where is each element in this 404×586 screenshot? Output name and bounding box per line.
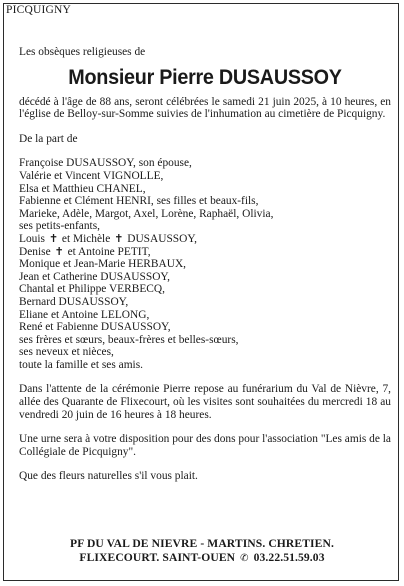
family-line: René et Fabienne DUSAUSSOY,: [19, 321, 171, 334]
family-name-part: Denise: [19, 245, 51, 258]
deceased-name: Monsieur Pierre DUSAUSSOY: [68, 64, 342, 89]
cross-icon: ✝: [54, 244, 64, 258]
notice-content: [19, 46, 391, 483]
urn-text: Une urne sera à votre disposition pour des dons pour l'association "Les amis de la Collégiale de Picquigny".: [19, 433, 391, 458]
from-label: De la part de: [19, 132, 78, 145]
funeral-home-name: PF DU VAL DE NIEVRE - MARTINS. CHRETIEN.: [70, 537, 334, 550]
family-line: ses frères et sœurs, beaux-frères et belles-sœurs,: [19, 333, 239, 346]
funeral-home-footer: [8, 537, 396, 566]
family-line: Bernard DUSAUSSOY,: [19, 295, 129, 308]
funeral-home-location: FLIXECOURT. SAINT-OUEN: [79, 551, 236, 564]
cross-icon: ✝: [48, 231, 59, 245]
family-line: Chantal et Philippe VERBECQ,: [19, 283, 165, 296]
family-name-part: Louis: [19, 232, 45, 245]
town-header: PICQUIGNY: [6, 4, 72, 16]
family-name-part: et Michèle: [61, 232, 111, 245]
family-line: Elsa et Matthieu CHANEL,: [19, 182, 146, 195]
family-name-part: et Antoine PETIT,: [67, 245, 151, 258]
family-line: ses neveux et nièces,: [19, 346, 114, 359]
family-line: Marieke, Adèle, Margot, Axel, Lorène, Raphaël, Olivia,: [19, 207, 274, 220]
family-line: ses petits-enfants,: [19, 220, 100, 233]
cross-icon: ✝: [114, 231, 124, 245]
family-line: [19, 246, 391, 259]
family-name-part: DUSAUSSOY,: [127, 232, 197, 245]
funeral-details: décédé à l'âge de 88 ans, seront célébrées le samedi 21 juin 2025, à 10 heures, en l'église de Belloy-sur-Somme suivies de l'inhumation au cimetière de Picquigny.: [19, 95, 391, 121]
family-line: Eliane et Antoine LELONG,: [19, 308, 150, 321]
family-line: Monique et Jean-Marie HERBAUX,: [19, 258, 187, 271]
flowers-text: Que des fleurs naturelles s'il vous plait.: [19, 470, 198, 483]
intro-text: Les obsèques religieuses de: [19, 46, 146, 58]
family-line: Jean et Catherine DUSAUSSOY,: [19, 270, 171, 283]
family-line: Fabienne et Clément HENRI, ses filles et beaux-fils,: [19, 195, 259, 208]
phone-icon: ✆: [240, 553, 249, 564]
family-line: Valérie et Vincent VIGNOLLE,: [19, 169, 164, 182]
funeral-home-contact: [8, 551, 396, 566]
family-line: Françoise DUSAUSSOY, son épouse,: [19, 157, 192, 170]
family-line: [19, 233, 391, 246]
family-line: toute la famille et ses amis.: [19, 358, 143, 371]
funerarium-text: Dans l'attente de la cérémonie Pierre repose au funérarium du Val de Nièvre, 7, allée des Quarante de Flixecourt, où les visites sont souhaitées du mercredi 18 au vendredi 20 juin de 16 heures à 18 heures.: [19, 383, 391, 421]
funeral-home-phone: 03.22.51.59.03: [253, 551, 325, 564]
family-list: [19, 157, 391, 371]
